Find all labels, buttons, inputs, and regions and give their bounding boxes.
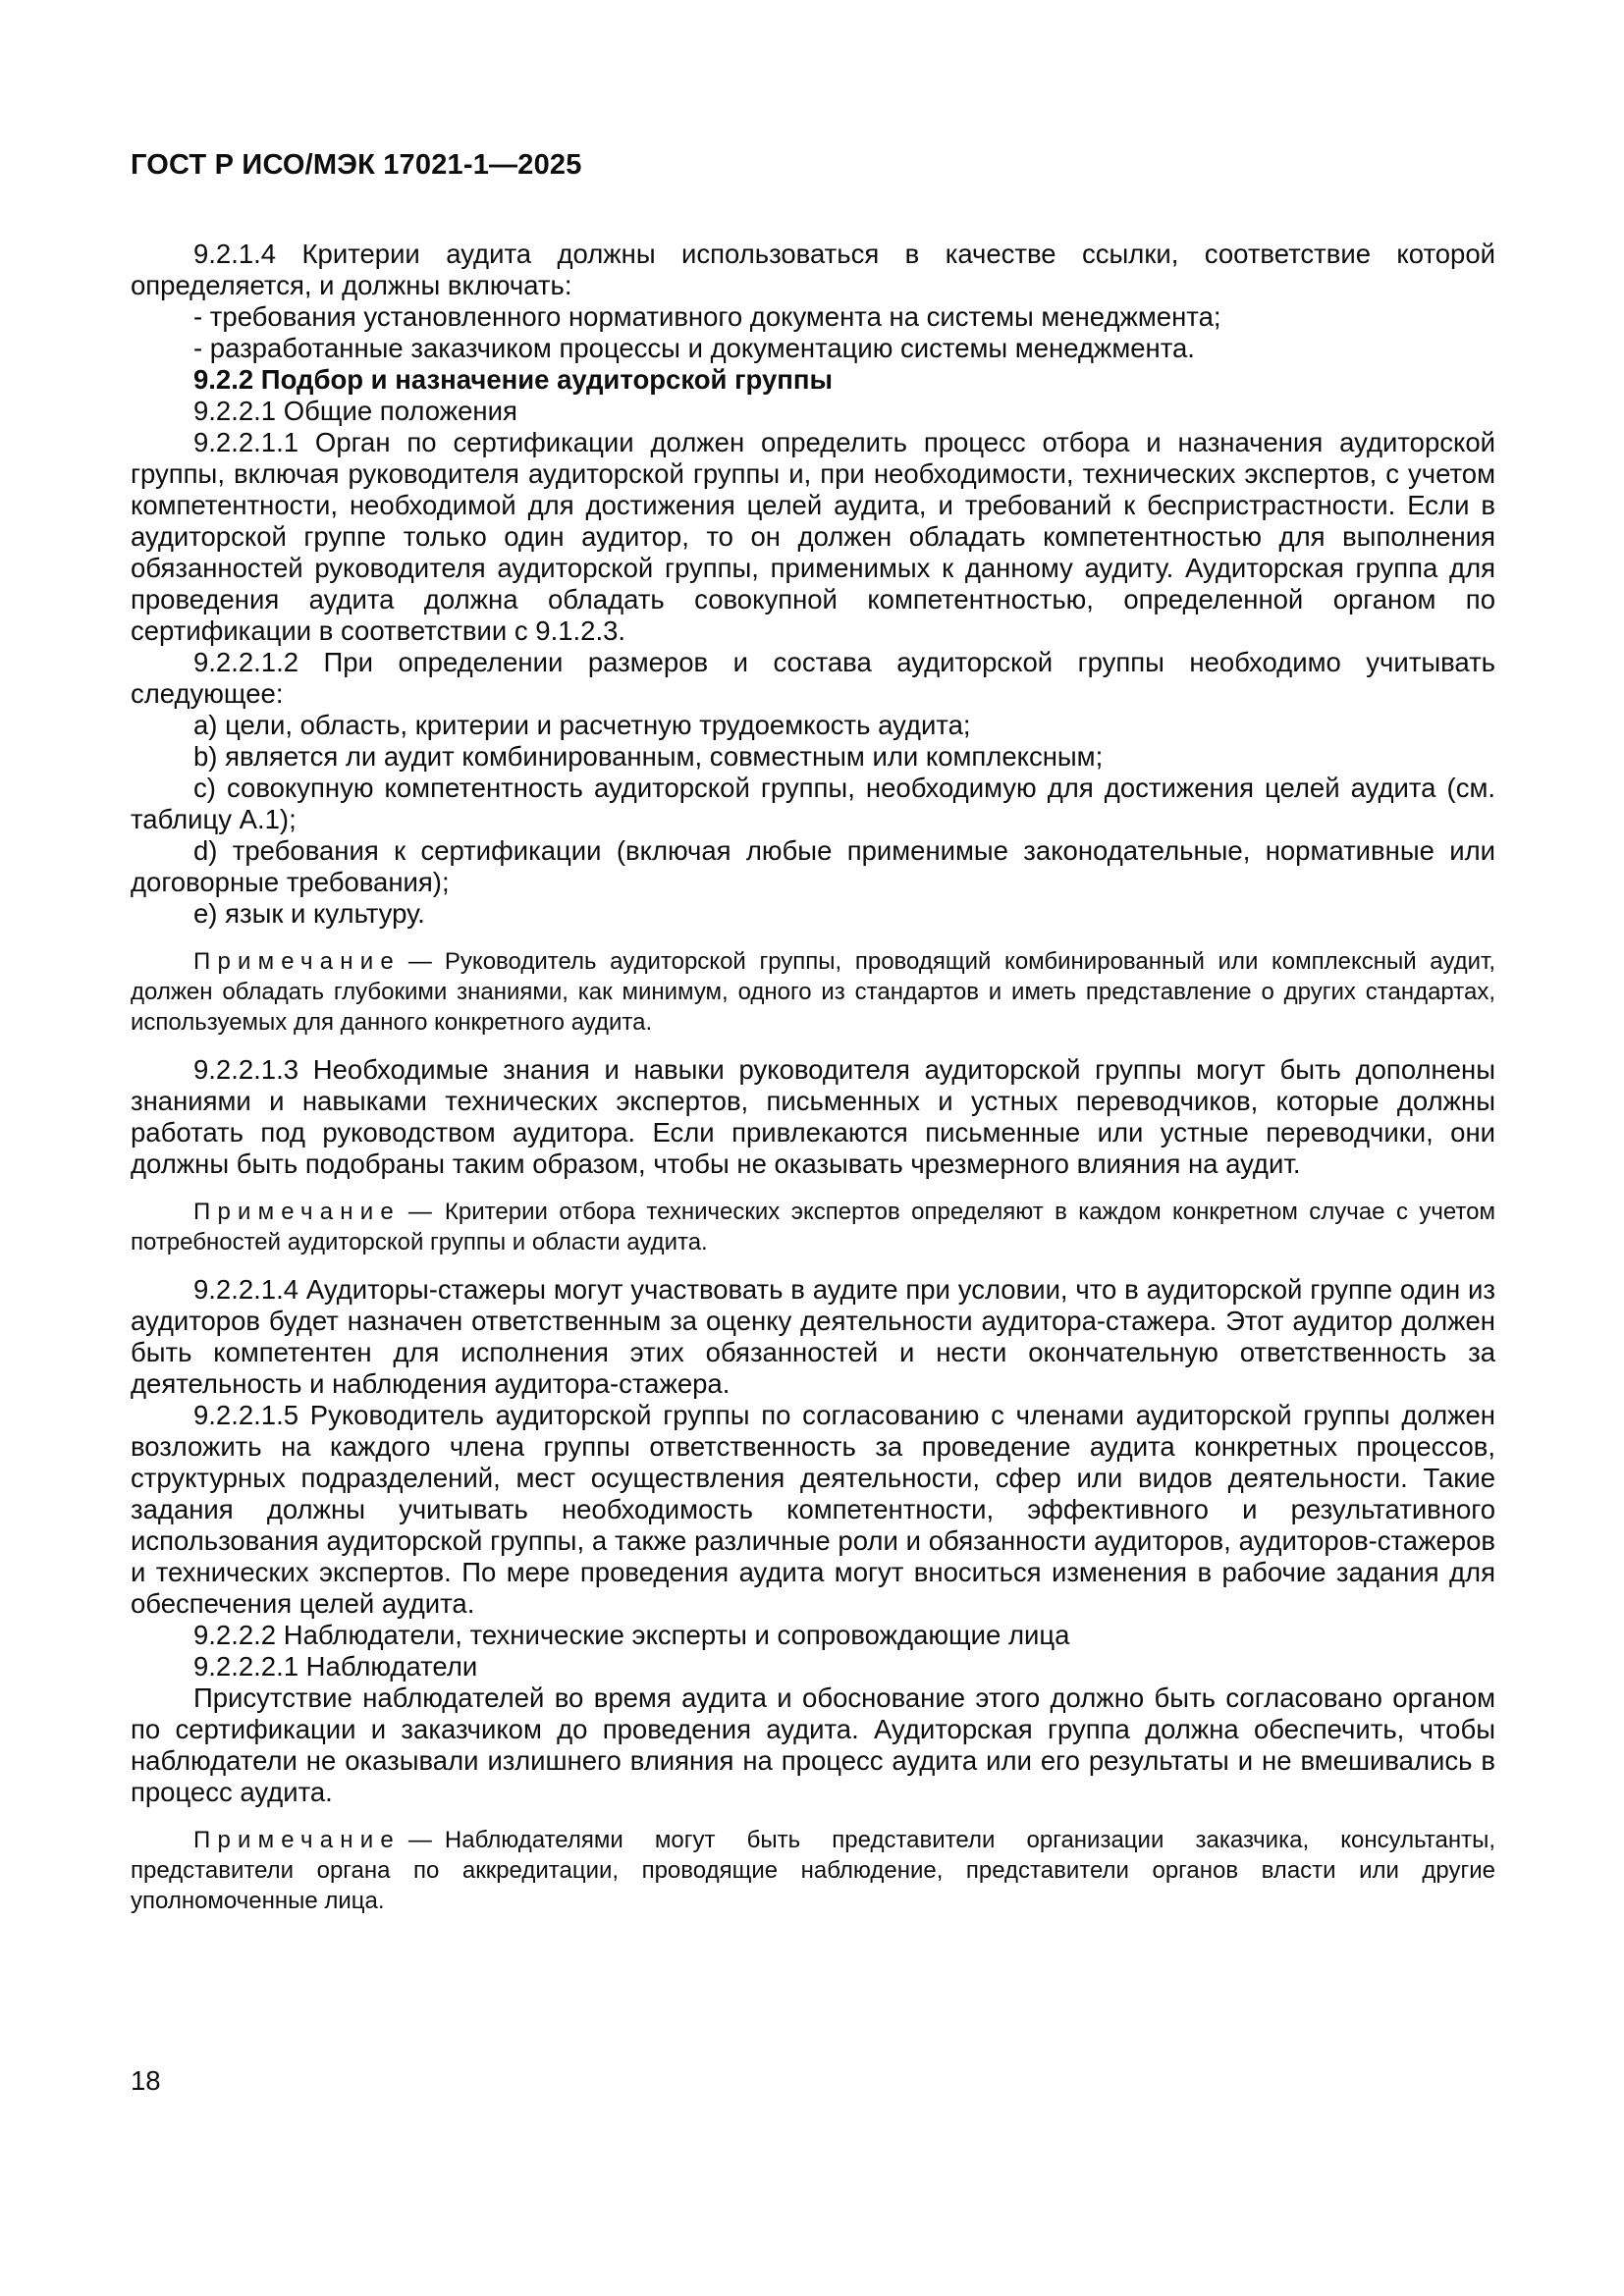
note-3-label: Примечание [193, 1827, 401, 1853]
list-item-b: b) является ли аудит комбинированным, совместным или комплексным; [193, 741, 1104, 772]
note-1 [131, 946, 1495, 1038]
document-content [131, 149, 1495, 1933]
note-2-dash: — [407, 1199, 432, 1225]
page-number: 18 [131, 2065, 161, 2096]
clause-9-2-2-1-2: 9.2.2.1.2 При определении размеров и состава аудиторской группы необходимо учитывать следующее: [131, 647, 1495, 709]
clause-9-2-1-4: 9.2.1.4 Критерии аудита должны использоваться в качестве ссылки, соответствие которой определяется, и должны включать: [131, 239, 1495, 300]
heading-9-2-2-2-1: 9.2.2.2.1 Наблюдатели [193, 1651, 478, 1682]
clause-observers: Присутствие наблюдателей во время аудита и обоснование этого должно быть согласовано органом по сертификации и заказчиком до проведения аудита. Аудиторская группа должна обеспечить, чтобы наблюдатели не оказывали излишнего влияния на процесс аудита или его результаты и не вмешивались в процесс аудита. [131, 1682, 1495, 1807]
list-item-e: e) язык и культуру. [193, 898, 425, 929]
list-item-a: a) цели, область, критерии и расчетную трудоемкость аудита; [193, 710, 971, 740]
document-title: ГОСТ Р ИСО/МЭК 17021-1—2025 [131, 149, 582, 181]
clause-9-2-2-1-3: 9.2.2.1.3 Необходимые знания и навыки руководителя аудиторской группы могут быть дополнены знаниями и навыками технических экспертов, письменных и устных переводчиков, которые должны работать под руководством аудитора. Если привлекаются письменные или устные переводчики, они должны быть подобраны таким образом, чтобы не оказывать чрезмерного влияния на аудит. [131, 1054, 1495, 1179]
note-1-text: Руководитель аудиторской группы, проводящий комбинированный или комплексный аудит, должен обладать глубокими знаниями, как минимум, одного из стандартов и иметь представление о других стандартах, используемых для данного конкретного аудита. [131, 948, 1495, 1036]
note-2 [131, 1197, 1495, 1257]
clause-9-2-2-1-5: 9.2.2.1.5 Руководитель аудиторской группы по согласованию с членами аудиторской группы должен возложить на каждого члена группы ответственность за проведение аудита конкретных процессов, структурных подразделений, мест осуществления деятельности, сфер или видов деятельности. Такие задания должны учитывать необходимость компетентности, эффективного и результативного использования аудиторской группы, а также различные роли и обязанности аудиторов, аудиторов-стажеров и технических экспертов. По мере проведения аудита могут вноситься изменения в рабочие задания для обеспечения целей аудита. [131, 1400, 1495, 1619]
note-2-label: Примечание [193, 1199, 401, 1225]
heading-9-2-2-1: 9.2.2.1 Общие положения [193, 396, 517, 426]
note-1-dash: — [407, 948, 432, 975]
dash-item-2: - разработанные заказчиком процессы и документацию системы менеджмента. [193, 333, 1195, 363]
clause-9-2-2-1-4: 9.2.2.1.4 Аудиторы-стажеры могут участвовать в аудите при условии, что в аудиторской группе один из аудиторов будет назначен ответственным за оценку деятельности аудитора-стажера. Этот аудитор должен быть компетентен для исполнения этих обязанностей и нести окончательную ответственность за деятельность и наблюдения аудитора-стажера. [131, 1274, 1495, 1399]
note-1-label: Примечание [193, 948, 401, 975]
note-3-text: Наблюдателями могут быть представители организации заказчика, консультанты, представители органа по аккредитации, проводящие наблюдение, представители органов власти или другие уполномоченные лица. [131, 1827, 1495, 1914]
list-item-d: d) требования к сертификации (включая любые применимые законодательные, нормативные или договорные требования); [131, 835, 1495, 897]
note-3-dash: — [407, 1827, 432, 1853]
heading-9-2-2-2: 9.2.2.2 Наблюдатели, технические эксперты и сопровождающие лица [193, 1620, 1070, 1650]
list-item-c: c) совокупную компетентность аудиторской группы, необходимую для достижения целей аудита (см. таблицу А.1); [131, 773, 1495, 834]
note-2-text: Критерии отбора технических экспертов определяют в каждом конкретном случае с учетом потребностей аудиторской группы и области аудита. [131, 1199, 1495, 1255]
note-3 [131, 1825, 1495, 1916]
clause-9-2-2-1-1: 9.2.2.1.1 Орган по сертификации должен определить процесс отбора и назначения аудиторской группы, включая руководителя аудиторской группы и, при необходимости, технических экспертов, с учетом компетентности, необходимой для достижения целей аудита, и требований к беспристрастности. Если в аудиторской группе только один аудитор, то он должен обладать компетентностью для выполнения обязанностей руководителя аудиторской группы, применимых к данному аудиту. Аудиторская группа для проведения аудита должна обладать совокупной компетентностью, определенной органом по сертификации в соответствии с 9.1.2.3. [131, 427, 1495, 646]
dash-item-1: - требования установленного нормативного документа на системы менеджмента; [193, 301, 1221, 332]
heading-9-2-2: 9.2.2 Подбор и назначение аудиторской группы [193, 364, 833, 395]
